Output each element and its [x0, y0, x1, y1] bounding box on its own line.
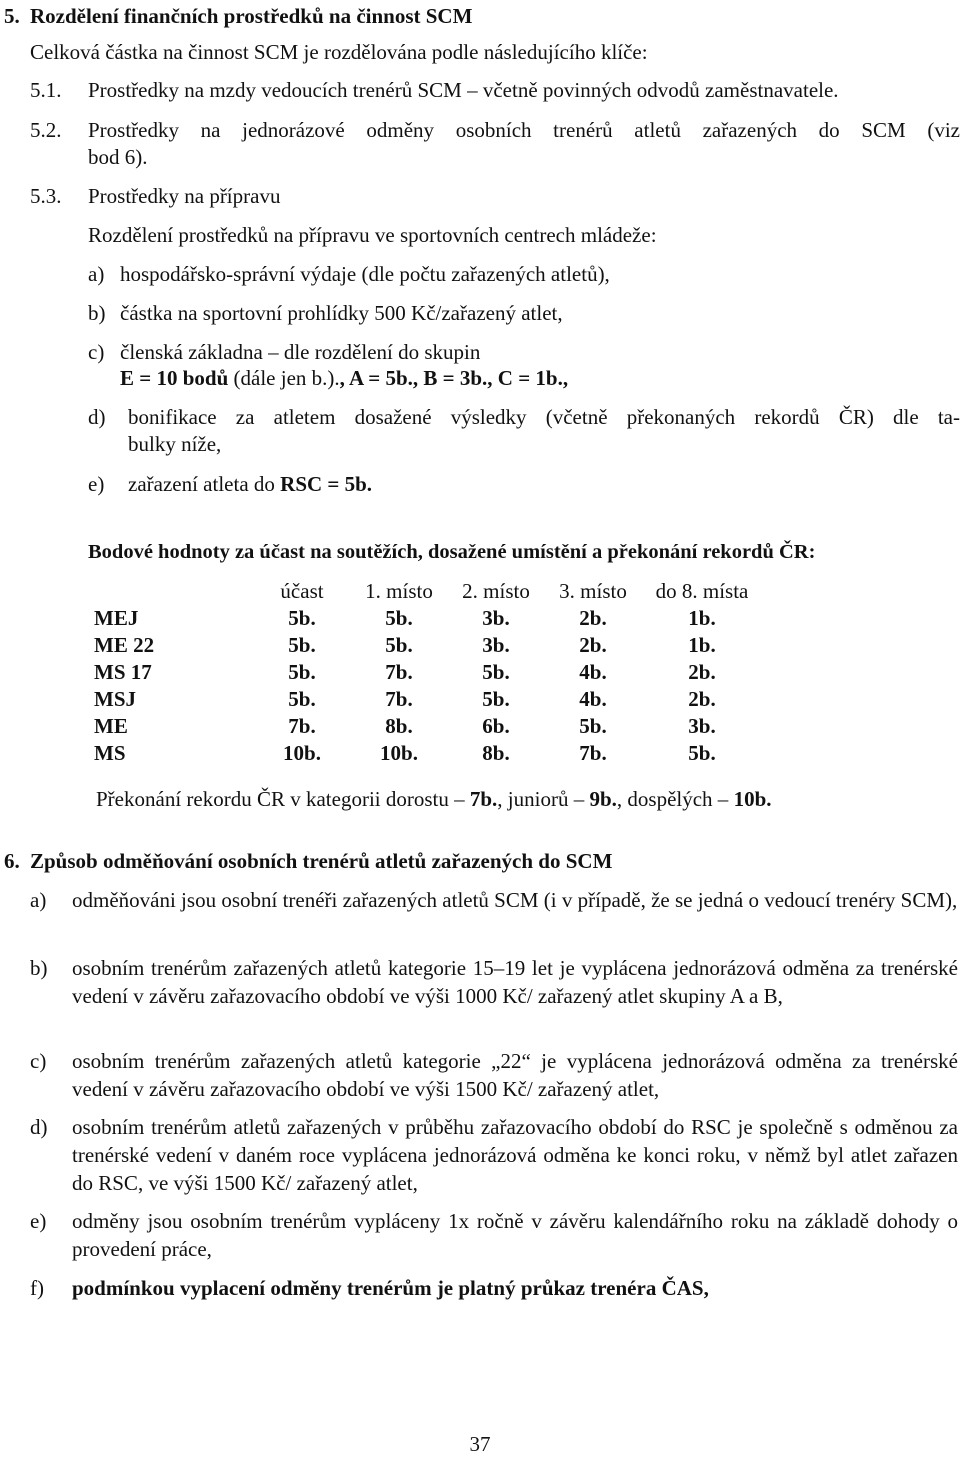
table-cell: 7b.	[288, 714, 316, 738]
item-5-2-text-line2: bod 6).	[88, 145, 148, 169]
item-5-1-number: 5.1.	[30, 78, 62, 102]
item-5-2-text-line1: Prostředky na jednorázové odměny osobních trenérů atletů zařazených do SCM (viz	[88, 118, 960, 142]
list-item-d-text-line1: bonifikace za atletem dosažené výsledky (včetně překonaných rekordů ČR) dle ta-	[128, 405, 960, 429]
table-cell: 2b.	[579, 606, 607, 630]
list-item-e-text	[128, 470, 372, 498]
table-cell: 3b.	[482, 606, 510, 630]
column-header: 1. místo	[365, 579, 433, 603]
table-cell: 4b.	[579, 660, 607, 684]
row-category: ME	[94, 714, 128, 738]
list-item-d-label: d)	[88, 405, 106, 429]
coach-item-e-label: e)	[30, 1209, 47, 1233]
table-cell: 8b.	[385, 714, 413, 738]
coach-item-d-text: osobním trenérům atletů zařazených v průběhu zařazovacího období do RSC je společně s odměnou za trenérské vedení v daném roce vyplácena jednorázová odměna ke konci roku, v němž byl atlet zařazen do RSC, ve výši 1500 Kč/ zařazený atlet,	[72, 1115, 958, 1195]
list-item-a-text: hospodářsko-správní výdaje (dle počtu zařazených atletů),	[120, 262, 610, 286]
item-5-3-number: 5.3.	[30, 184, 62, 208]
points-abbrev-note: (dále jen b.).	[228, 366, 340, 390]
coach-item-d-label: d)	[30, 1115, 48, 1139]
table-header-row	[94, 578, 762, 605]
table-cell: 5b.	[482, 660, 510, 684]
preparation-intro: Rozdělení prostředků na přípravu ve sportovních centrech mládeže:	[88, 223, 657, 247]
list-item-e-text-bold: RSC = 5b.	[280, 472, 373, 496]
table-row	[94, 659, 762, 686]
section-6-title: Způsob odměňování osobních trenérů atletů zařazených do SCM	[30, 849, 613, 873]
section-6-number: 6.	[4, 849, 20, 873]
record-points-juniors: 9b.	[589, 787, 617, 811]
table-cell: 7b.	[385, 687, 413, 711]
table-cell: 5b.	[288, 687, 316, 711]
list-item-b-text: částka na sportovní prohlídky 500 Kč/zařazený atlet,	[120, 301, 563, 325]
table-cell: 6b.	[482, 714, 510, 738]
group-abc-points: , A = 5b., B = 3b., C = 1b.,	[339, 366, 569, 390]
table-cell: 5b.	[579, 714, 607, 738]
column-header: do 8. místa	[655, 579, 749, 603]
list-item-d-text-line2: bulky níže,	[128, 432, 222, 456]
coach-item-c-label: c)	[30, 1049, 47, 1073]
item-5-3-text: Prostředky na přípravu	[88, 184, 281, 208]
list-item-c-groups	[120, 364, 568, 392]
list-item-c-label: c)	[88, 340, 105, 364]
coach-item-b-label: b)	[30, 956, 48, 980]
table-cell: 4b.	[579, 687, 607, 711]
table-cell: 3b.	[688, 714, 716, 738]
list-item-c-text: členská základna – dle rozdělení do skupin	[120, 340, 481, 364]
page-number: 37	[469, 1432, 491, 1456]
column-header: účast	[280, 579, 324, 603]
table-cell: 5b.	[482, 687, 510, 711]
record-text-juniors: , juniorů –	[497, 787, 590, 811]
record-points-adults: 10b.	[733, 787, 772, 811]
table-cell: 2b.	[688, 660, 716, 684]
coach-item-e-text: odměny jsou osobním trenérům vypláceny 1x ročně v závěru kalendářního roku na základě dohody o provedení práce,	[72, 1209, 958, 1261]
column-header: 3. místo	[559, 579, 627, 603]
table-cell: 8b.	[482, 741, 510, 765]
table-cell: 5b.	[288, 633, 316, 657]
row-category: MS	[94, 741, 126, 765]
table-cell: 5b.	[288, 660, 316, 684]
coach-item-a-label: a)	[30, 888, 47, 912]
record-bonus-line	[96, 785, 772, 813]
table-row	[94, 740, 762, 767]
table-row	[94, 632, 762, 659]
table-cell: 5b.	[385, 606, 413, 630]
row-category: MSJ	[94, 687, 136, 711]
record-text-youth: Překonání rekordu ČR v kategorii dorostu –	[96, 787, 470, 811]
table-cell: 10b.	[283, 741, 321, 765]
table-row	[94, 605, 762, 632]
row-category: MS 17	[94, 660, 152, 684]
column-header: 2. místo	[462, 579, 530, 603]
scores-heading: Bodové hodnoty za účast na soutěžích, dosažené umístění a překonání rekordů ČR:	[88, 541, 816, 563]
list-item-a-label: a)	[88, 262, 105, 286]
table-cell: 1b.	[688, 606, 716, 630]
record-points-youth: 7b.	[469, 787, 498, 811]
table-row	[94, 713, 762, 740]
coach-item-b-text: osobním trenérům zařazených atletů kategorie 15–19 let je vyplácena jednorázová odměna za trenérské vedení v závěru zařazovacího období ve výši 1000 Kč/ zařazený atlet skupiny A a B,	[72, 956, 958, 1008]
row-category: ME 22	[94, 633, 155, 657]
section-5-number: 5.	[4, 4, 20, 28]
item-5-1-text: Prostředky na mzdy vedoucích trenérů SCM – včetně povinných odvodů zaměstnavatele.	[88, 78, 839, 102]
coach-item-f-text: podmínkou vyplacení odměny trenérům je platný průkaz trenéra ČAS,	[72, 1276, 709, 1300]
section-5-intro: Celková částka na činnost SCM je rozdělována podle následujícího klíče:	[30, 40, 648, 64]
coach-item-a-text: odměňováni jsou osobní trenéři zařazených atletů SCM (i v případě, že se jedná o vedoucí trenéry SCM),	[72, 888, 958, 912]
scores-table	[94, 578, 762, 767]
table-cell: 7b.	[579, 741, 607, 765]
table-header-empty	[94, 578, 254, 605]
table-row	[94, 686, 762, 713]
table-cell: 1b.	[688, 633, 716, 657]
row-category: MEJ	[94, 606, 139, 630]
list-item-e-text-plain: zařazení atleta do	[128, 472, 281, 496]
table-cell: 7b.	[385, 660, 413, 684]
table-cell: 5b.	[288, 606, 316, 630]
table-cell: 2b.	[688, 687, 716, 711]
item-5-2-number: 5.2.	[30, 118, 62, 142]
table-cell: 5b.	[688, 741, 716, 765]
list-item-e-label: e)	[88, 472, 105, 496]
record-text-adults: , dospělých –	[616, 787, 734, 811]
group-e-points: E = 10 bodů	[120, 366, 229, 390]
table-cell: 10b.	[380, 741, 418, 765]
section-5-title: Rozdělení finančních prostředků na činnost SCM	[30, 4, 473, 28]
table-cell: 2b.	[579, 633, 607, 657]
coach-item-f-label: f)	[30, 1276, 44, 1300]
list-item-b-label: b)	[88, 301, 106, 325]
table-cell: 3b.	[482, 633, 510, 657]
coach-item-c-text: osobním trenérům zařazených atletů kategorie „22“ je vyplácena jednorázová odměna za trenérské vedení v závěru zařazovacího období ve výši 1500 Kč/ zařazený atlet,	[72, 1049, 958, 1101]
table-cell: 5b.	[385, 633, 413, 657]
